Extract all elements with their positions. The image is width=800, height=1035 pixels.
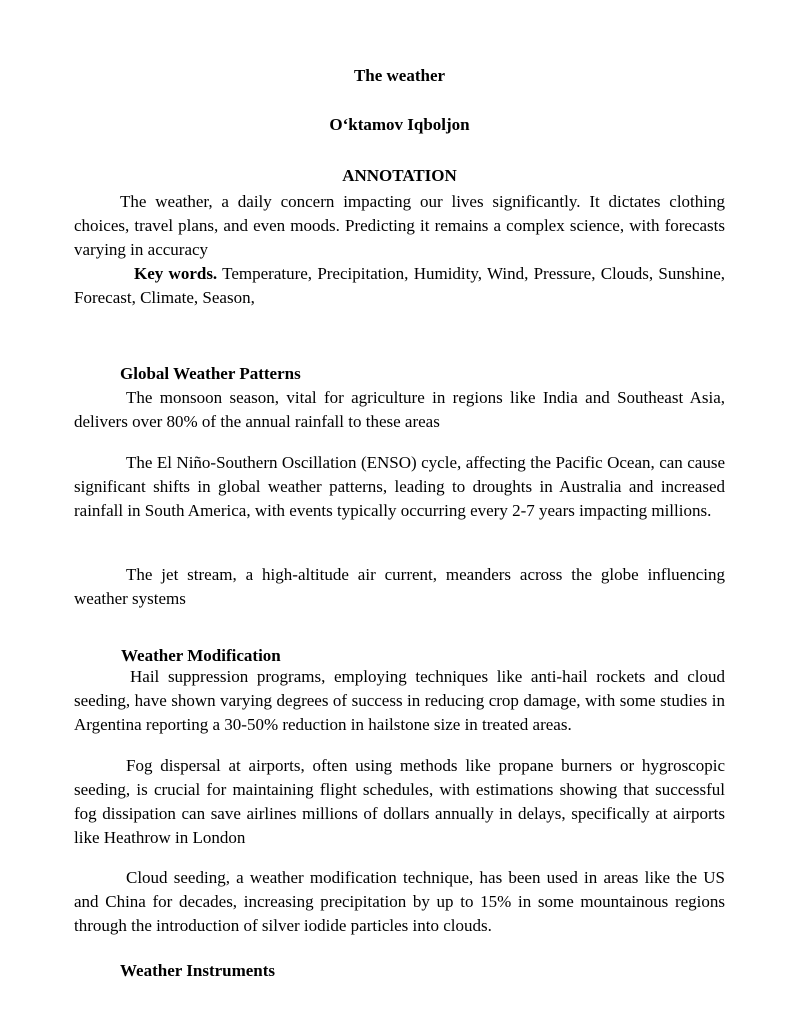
section-paragraph: Cloud seeding, a weather modification technique, has been used in areas like the US and China for decades, increasing precipitation by up to 15% in some mountainous regions through the introduction of silver iodide particles into clouds. [74,868,725,935]
document-title: The weather [353,66,446,85]
keywords-label: Key words. [134,264,218,283]
section-heading: Weather Instruments [120,961,276,980]
keywords-text: Temperature, Precipitation, Humidity, Wind, Pressure, Clouds, Sunshine, Forecast, Climate, Season, [74,264,725,307]
section-paragraph: The El Niño-Southern Oscillation (ENSO) cycle, affecting the Pacific Ocean, can cause significant shifts in global weather patterns, leading to droughts in Australia and increased rainfall in South America, with events typically occurring every 2-7 years impacting millions. [74,453,725,520]
section-paragraph: Hail suppression programs, employing techniques like anti-hail rockets and cloud seeding, have shown varying degrees of success in reducing crop damage, with some studies in Argentina reporting a 30-50% reduction in hailstone size in treated areas. [74,667,725,734]
section-paragraph: Fog dispersal at airports, often using methods like propane burners or hygroscopic seeding, is crucial for maintaining flight schedules, with estimations showing that successful fog dissipation can save airlines millions of dollars annually in delays, specifically at airports like Heathrow in London [74,756,725,847]
section-paragraph: The monsoon season, vital for agriculture in regions like India and Southeast Asia, delivers over 80% of the annual rainfall to these areas [74,388,725,431]
section-heading: Global Weather Patterns [120,364,301,383]
keywords-paragraph [74,262,725,310]
author-name: O‘ktamov Iqboljon [329,115,470,134]
annotation-heading: ANNOTATION [342,166,457,185]
section-paragraph: The jet stream, a high-altitude air current, meanders across the globe influencing weather systems [74,565,725,608]
section-heading: Weather Modification [121,646,281,665]
annotation-paragraph: The weather, a daily concern impacting our lives significantly. It dictates clothing choices, travel plans, and even moods. Predicting it remains a complex science, with forecasts varying in accuracy [74,192,725,259]
